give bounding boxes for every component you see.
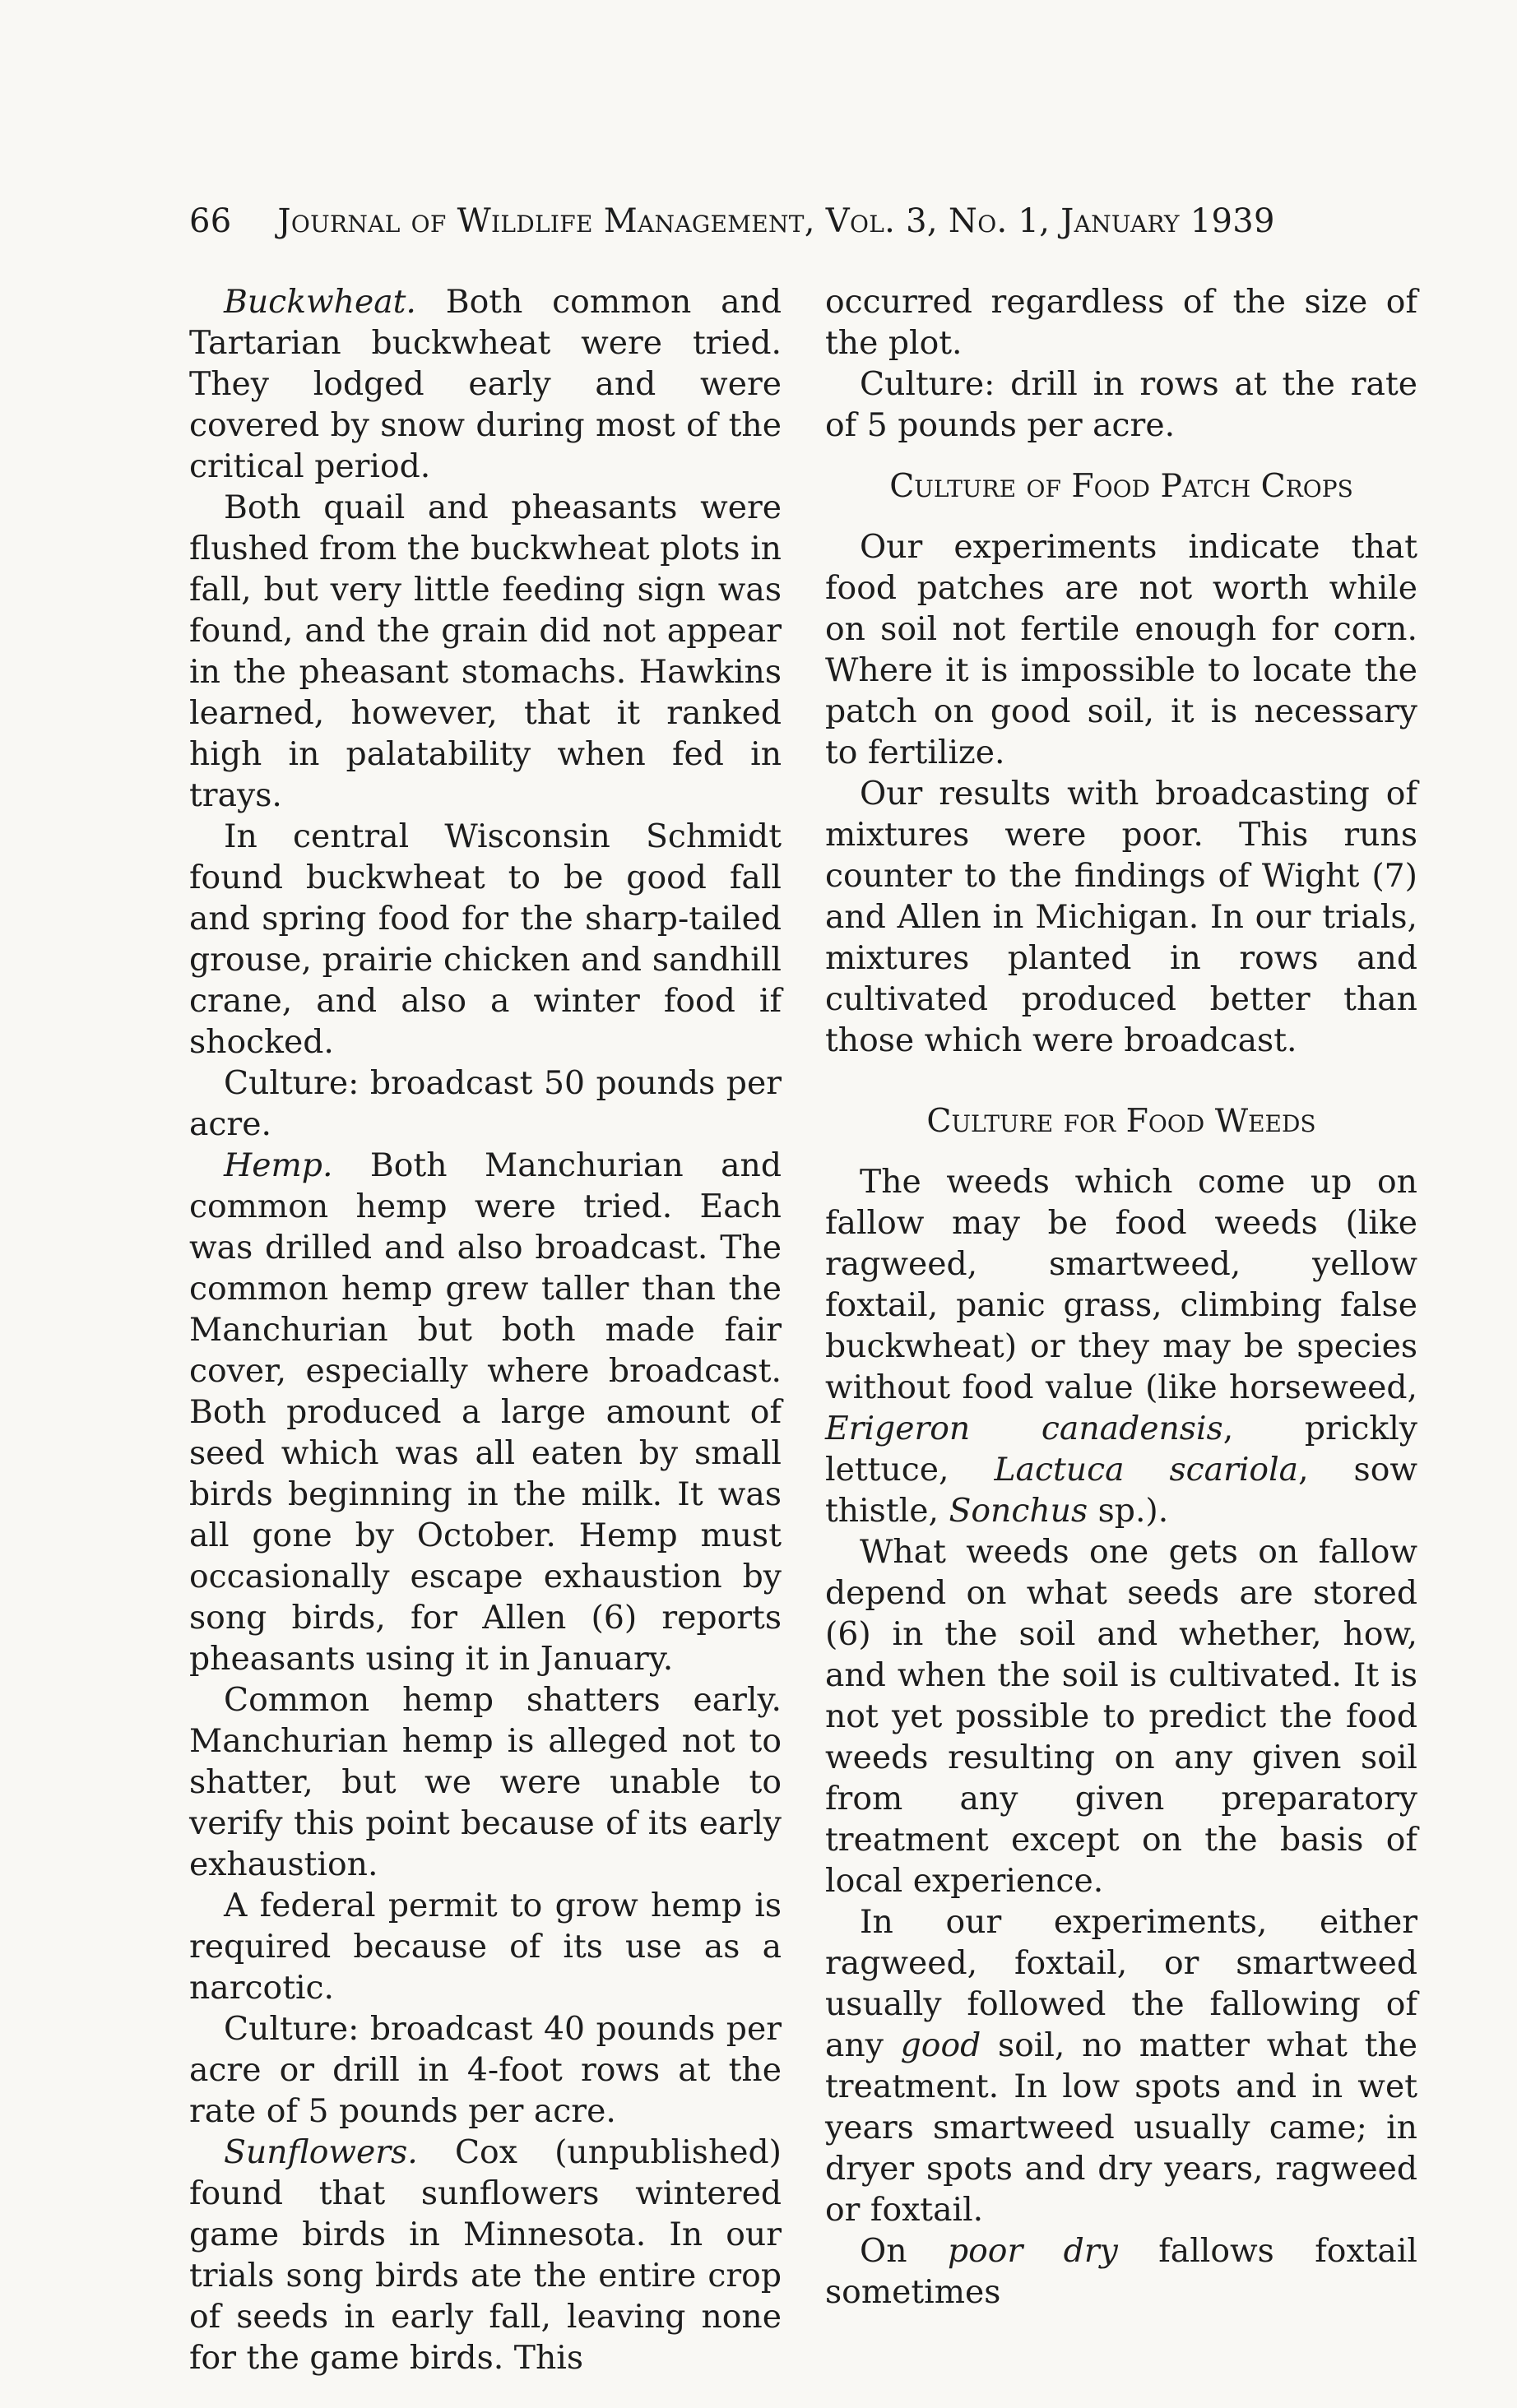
left-column (189, 282, 782, 2379)
running-header (189, 202, 1331, 240)
paragraph: Common hemp shatters early. Manchurian hemp is alleged not to shatter, but we were unable to verify this point because of its early exhaustion. (189, 1682, 782, 1883)
text-run: fallows foxtail sometimes (825, 2233, 1417, 2311)
genus-name: Sonchus (949, 1493, 1088, 1530)
paragraph-culture: Culture: drill in rows at the rate of 5 pounds per acre. (825, 366, 1417, 444)
paragraph (825, 2231, 1417, 2313)
text-run: The weeds which come up on fallow may be food weeds (like ragweed, smartweed, yellow foxtail, panic grass, climbing false buckwheat) or they may be species without food value (like horseweed, (825, 1164, 1417, 1406)
text-run: , sow thistle, (825, 1452, 1417, 1530)
text-run: On (860, 2233, 948, 2270)
section-heading-food-weeds: Culture for Food Weeds (926, 1103, 1316, 1140)
paragraph-sunflowers (189, 2132, 782, 2379)
text-run: In our experiments, either ragweed, foxtail, or smartweed usually followed the fallowing of any (825, 1904, 1417, 2064)
page-number: 66 (189, 202, 232, 240)
paragraph: Our results with broadcasting of mixtures were poor. This runs counter to the findings of Wight (7) and Allen in Michigan. In our trials, mixtures planted in rows and cultivated produced better than those which were broadcast. (825, 776, 1417, 1059)
paragraph-text: Both common and Tartarian buckwheat were tried. They lodged early and were covered by snow during most of the critical period. (189, 284, 782, 485)
paragraph-weeds (825, 1162, 1417, 1532)
paragraph: Our experiments indicate that food patches are not worth while on soil not fertile enough for corn. Where it is impossible to locate the patch on good soil, it is necessary to fertilize. (825, 529, 1417, 771)
paragraph-culture: Culture: broadcast 40 pounds per acre or drill in 4-foot rows at the rate of 5 pounds per acre. (189, 2011, 782, 2130)
species-name: Erigeron canadensis (825, 1410, 1223, 1447)
paragraph (825, 1902, 1417, 2231)
run-in-heading-hemp: Hemp. (224, 1147, 333, 1184)
text-run: soil, no matter what the treatment. In low spots and in wet years smartweed usually came; in dryer spots and dry years, ragweed or foxtail. (825, 2027, 1417, 2229)
paragraph: In central Wisconsin Schmidt found buckwheat to be good fall and spring food for the sharp-tailed grouse, prairie chicken and sandhill crane, and also a winter food if shocked. (189, 818, 782, 1061)
emphasis: good (900, 2027, 981, 2064)
text-run: sp.). (1088, 1493, 1169, 1530)
section-heading-food-patch-crops: Culture of Food Patch Crops (889, 468, 1353, 505)
paragraph-culture: Culture: broadcast 50 pounds per acre. (189, 1065, 782, 1143)
text-run: , prickly lettuce, (825, 1410, 1417, 1489)
paragraph: What weeds one gets on fallow depend on what seeds are stored (6) in the soil and whether, how, and when the soil is cultivated. It is not yet possible to predict the food weeds resulting on any given soil from any given preparatory treatment except on the basis of local experience. (825, 1534, 1417, 1900)
paragraph-continued: occurred regardless of the size of the plot. (825, 284, 1417, 362)
right-column (825, 282, 1417, 2313)
run-in-heading-buckwheat: Buckwheat. (224, 284, 416, 321)
run-in-heading-sunflowers: Sunflowers. (224, 2134, 418, 2171)
paragraph-hemp (189, 1146, 782, 1680)
paragraph: Both quail and pheasants were flushed from the buckwheat plots in fall, but very little feeding sign was found, and the grain did not appear in the pheasant stomachs. Hawkins learned, however, that it ranked high in palatability when fed in trays. (189, 489, 782, 814)
paragraph-text: Both Manchurian and common hemp were tried. Each was drilled and also broadcast. The common hemp grew taller than the Manchurian but both made fair cover, especially where broadcast. Both produced a large amount of seed which was all eaten by small birds beginning in the milk. It was all gone by October. Hemp must occasionally escape exhaustion by song birds, for Allen (6) reports pheasants using it in January. (189, 1147, 782, 1678)
species-name: Lactuca scariola (994, 1452, 1299, 1489)
emphasis: poor dry (947, 2233, 1118, 2270)
paragraph-buckwheat (189, 282, 782, 488)
journal-title: Journal of Wildlife Management, Vol. 3, No. 1, January 1939 (277, 202, 1275, 240)
paragraph-text: Cox (unpublished) found that sunflowers wintered game birds in Minnesota. In our trials song birds ate the entire crop of seeds in early fall, leaving none for the game birds. This (189, 2134, 782, 2377)
paragraph: A federal permit to grow hemp is required because of its use as a narcotic. (189, 1887, 782, 2007)
